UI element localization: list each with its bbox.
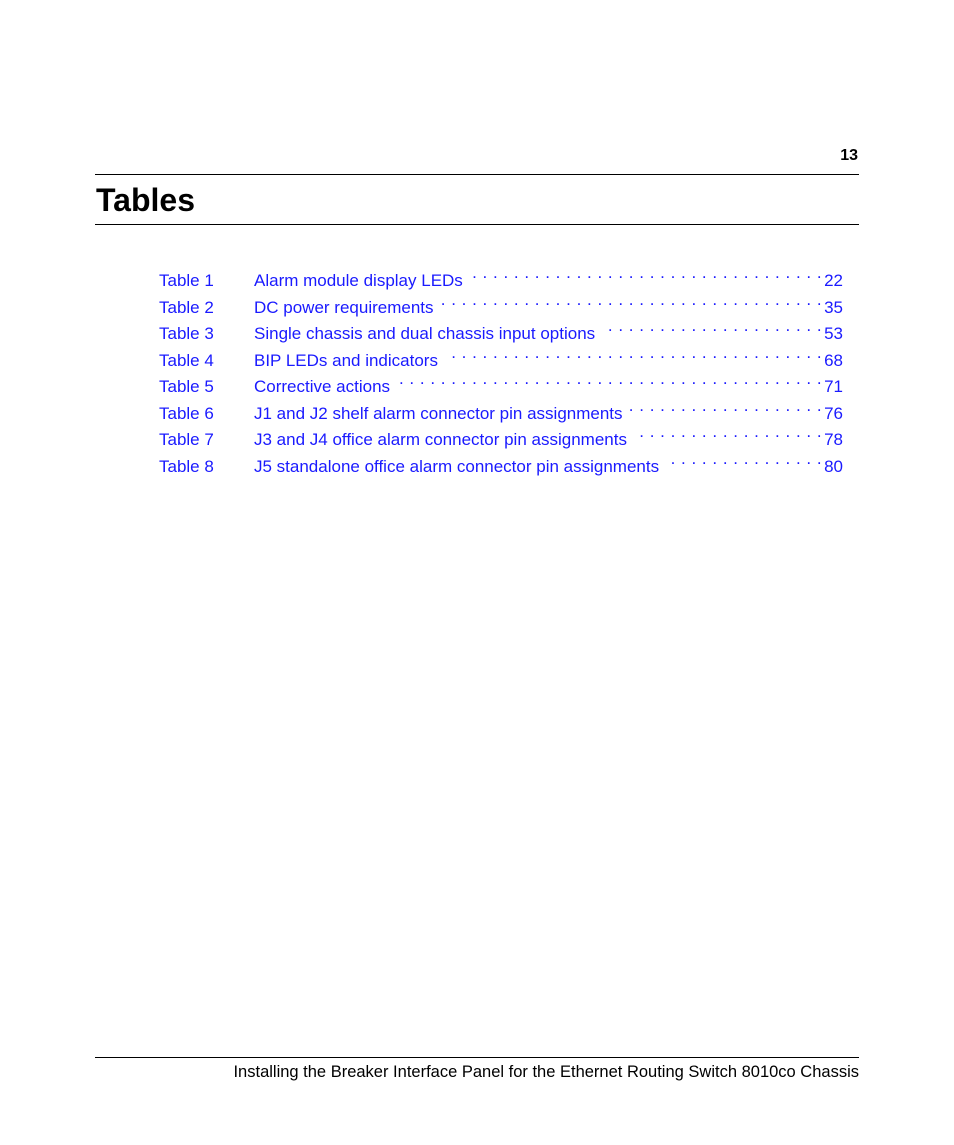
dot-leader (665, 446, 822, 472)
dot-leader (469, 260, 822, 286)
toc-entry-label: Table 7 (159, 430, 214, 449)
dot-leader (601, 313, 822, 339)
toc-entry-label: Table 4 (159, 350, 214, 370)
toc-entry-label: Table 6 (159, 403, 214, 423)
toc-entry-title: J3 and J4 office alarm connector pin assignments (254, 430, 627, 449)
toc-entry-page: 22 (824, 271, 843, 290)
title-rule (95, 224, 859, 225)
footer-rule (95, 1057, 859, 1058)
dot-leader (633, 419, 822, 445)
dot-leader (629, 393, 823, 419)
footer-document-title: Installing the Breaker Interface Panel for the Ethernet Routing Switch 8010co Chassis (233, 1063, 859, 1081)
toc-entry-title: J1 and J2 shelf alarm connector pin assignments (254, 403, 623, 423)
table-of-tables (159, 260, 843, 476)
toc-entry-title: DC power requirements (254, 297, 434, 317)
page-number: 13 (840, 147, 858, 164)
toc-entry-page: 71 (824, 377, 843, 396)
toc-entry-page: 53 (824, 324, 843, 343)
toc-entry-title: Alarm module display LEDs (254, 271, 463, 290)
toc-entry-page: 68 (824, 350, 843, 370)
toc-entry-title: Single chassis and dual chassis input options (254, 324, 596, 343)
toc-entry-label: Table 5 (159, 377, 214, 396)
toc-entry-title: Corrective actions (254, 377, 391, 396)
toc-entry-page: 80 (824, 456, 843, 476)
dot-leader (444, 340, 822, 366)
toc-entry-title: J5 standalone office alarm connector pin assignments (254, 456, 660, 476)
toc-entry-page: 76 (824, 403, 843, 423)
toc-entry-label: Table 3 (159, 324, 214, 343)
toc-entry-title: BIP LEDs and indicators (254, 350, 438, 370)
header-rule (95, 174, 859, 175)
toc-entry-page: 78 (824, 430, 843, 449)
page-title: Tables (96, 182, 195, 218)
toc-entry-label: Table 8 (159, 456, 214, 476)
toc-entry-label: Table 2 (159, 297, 214, 317)
dot-leader (440, 287, 823, 313)
dot-leader (396, 366, 822, 392)
toc-entry-page: 35 (824, 297, 843, 317)
toc-entry-label: Table 1 (159, 271, 214, 290)
toc-entry-table-1[interactable] (159, 260, 843, 290)
